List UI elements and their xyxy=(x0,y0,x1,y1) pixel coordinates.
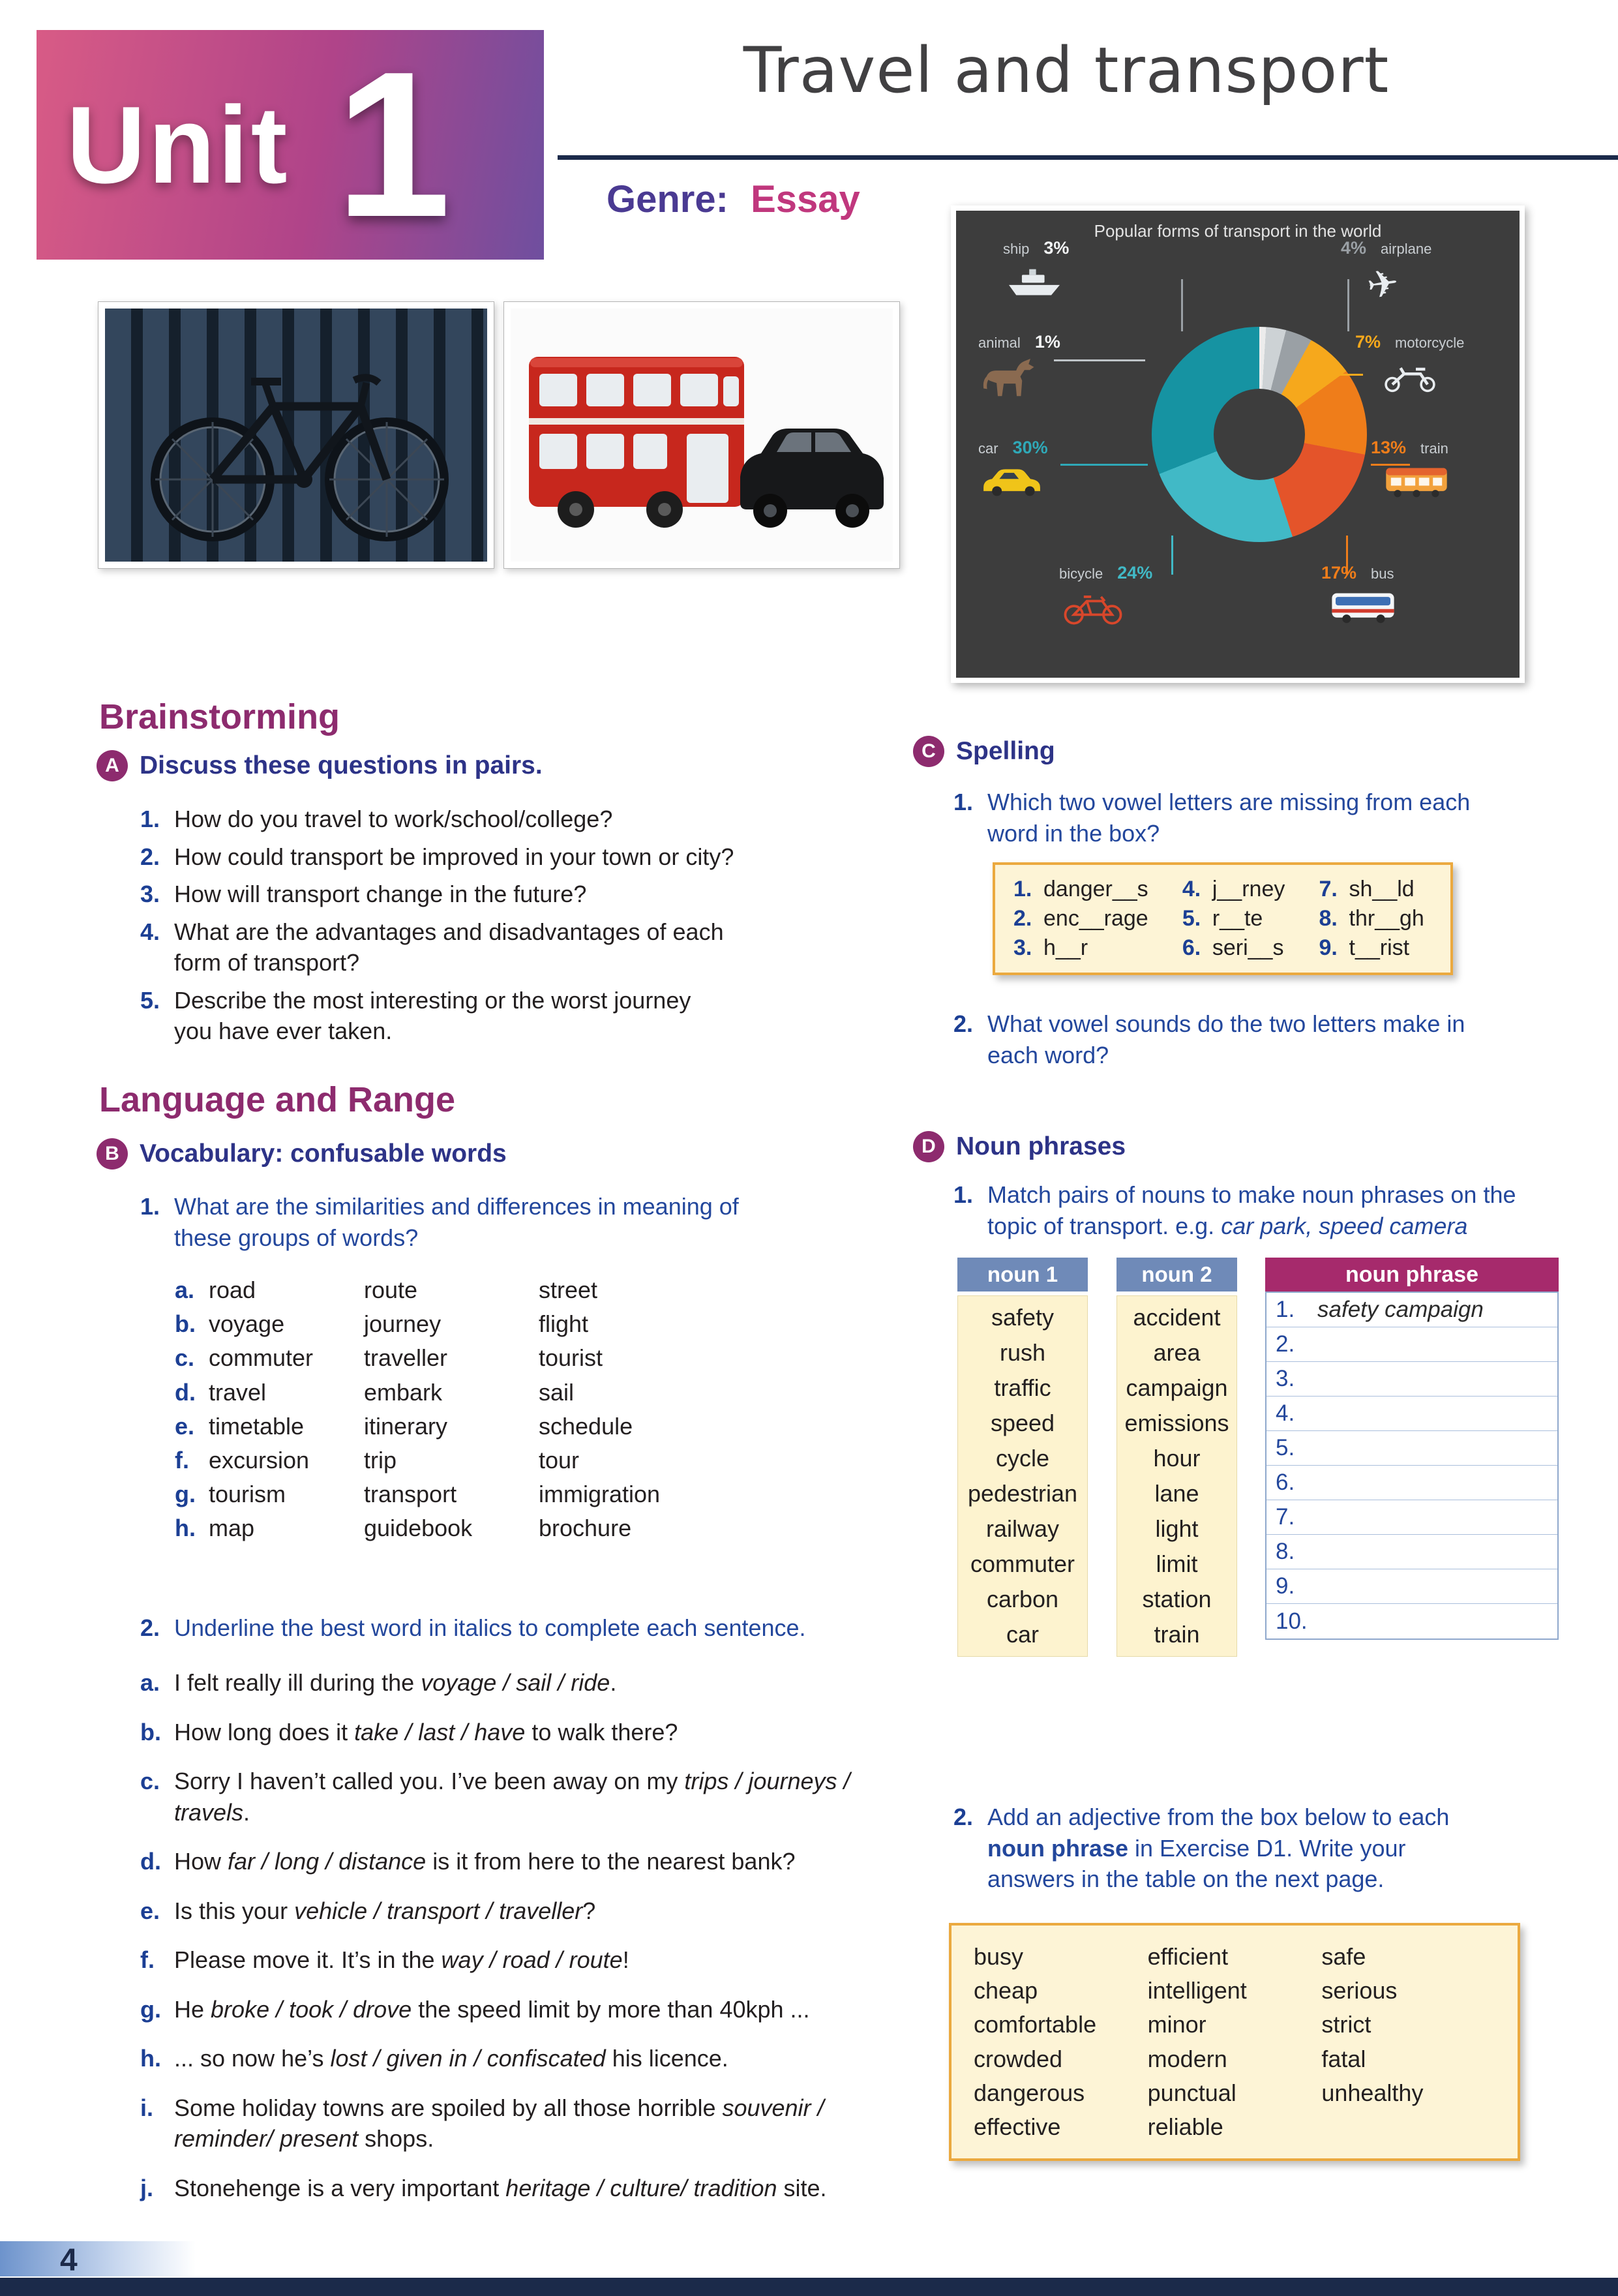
adjective: fatal xyxy=(1321,2045,1366,2072)
spelling-number: 3. xyxy=(1013,935,1032,960)
train-label: train xyxy=(1420,440,1448,457)
spelling-item xyxy=(1182,906,1293,931)
group-word: tour xyxy=(539,1446,580,1473)
spelling-number: 1. xyxy=(1013,877,1032,901)
phrase-number: 5. xyxy=(1276,1435,1295,1460)
noun2-word: campaign xyxy=(1126,1374,1228,1401)
adjective: comfortable xyxy=(974,2011,1097,2038)
group-word: map xyxy=(209,1515,255,1542)
adjective: reliable xyxy=(1147,2113,1223,2140)
spelling-item xyxy=(1182,877,1293,902)
spelling-word: seri__s xyxy=(1212,935,1284,960)
spelling-item xyxy=(1013,906,1156,931)
noun-phrase-row xyxy=(1266,1569,1557,1604)
bicycle-illustration xyxy=(105,309,487,562)
adjective: intelligent xyxy=(1147,1977,1247,2004)
legend-bus xyxy=(1321,563,1397,629)
adjective: cheap xyxy=(974,1977,1038,2004)
bus-label: bus xyxy=(1371,566,1394,582)
bicycle-label: bicycle xyxy=(1059,566,1103,582)
legend-motorcycle xyxy=(1355,332,1464,397)
sentence-item xyxy=(140,1766,910,1828)
noun1-word: railway xyxy=(985,1515,1060,1542)
motorcycle-label: motorcycle xyxy=(1395,335,1465,351)
noun-phrase-row xyxy=(1266,1604,1557,1639)
word-group-row xyxy=(175,1273,660,1307)
transport-chart-panel xyxy=(951,205,1525,683)
sentence-item xyxy=(140,2043,910,2074)
instruction-number: 1. xyxy=(953,1181,974,1208)
sentence-letter: i. xyxy=(140,2094,154,2121)
phrase-number: 8. xyxy=(1276,1539,1295,1564)
adjective: modern xyxy=(1147,2045,1227,2072)
unit-number: 1 xyxy=(335,29,451,260)
group-word: timetable xyxy=(209,1412,305,1440)
exercise-b1-instruction xyxy=(140,1191,779,1253)
noun-phrase-row xyxy=(1266,1431,1557,1466)
question-text: What are the advantages and disadvantages of each form of transport? xyxy=(174,918,724,976)
group-word: transport xyxy=(364,1481,457,1508)
noun-phrase-row xyxy=(1266,1362,1557,1397)
group-word: immigration xyxy=(539,1481,661,1508)
group-word: journey xyxy=(364,1310,442,1338)
group-letter: a. xyxy=(175,1276,195,1303)
question-number: 3. xyxy=(140,881,160,908)
car-pct: 30% xyxy=(1012,438,1048,457)
unit-label: Unit xyxy=(67,83,290,206)
group-word: tourism xyxy=(209,1481,286,1508)
word-groups xyxy=(175,1273,660,1546)
sentence-item xyxy=(140,1994,910,2025)
sentence-text: I felt really ill during the voyage / sail / ride. xyxy=(174,1669,617,1696)
sentence-text: Please move it. It’s in the way / road / route! xyxy=(174,1946,629,1974)
group-letter: b. xyxy=(175,1310,196,1338)
badge-a: A xyxy=(97,750,128,781)
car-label: car xyxy=(978,440,998,457)
sentence-text: Is this your vehicle / transport / traveller? xyxy=(174,1897,596,1924)
instruction-number: 1. xyxy=(953,789,974,815)
group-word: embark xyxy=(364,1378,443,1406)
question-item xyxy=(140,916,753,978)
group-letter: g. xyxy=(175,1481,196,1508)
adjective: serious xyxy=(1321,1977,1398,2004)
spelling-word: r__te xyxy=(1212,906,1263,931)
instruction-number: 2. xyxy=(953,1804,974,1830)
airplane-label: airplane xyxy=(1381,241,1432,257)
phrase-text: safety campaign xyxy=(1317,1297,1484,1322)
legend-animal xyxy=(978,332,1060,403)
spelling-item xyxy=(1013,935,1156,961)
group-word: commuter xyxy=(209,1344,314,1372)
exercise-c1-instruction xyxy=(953,787,1514,849)
page-number-bar xyxy=(0,2241,196,2276)
badge-b: B xyxy=(97,1138,128,1170)
noun1-word: commuter xyxy=(970,1550,1075,1577)
instruction-text: Match pairs of nouns to make noun phrases on the topic of transport. e.g. car park, speed camera xyxy=(987,1181,1516,1239)
noun1-word: traffic xyxy=(994,1374,1051,1401)
noun1-column xyxy=(957,1258,1088,1657)
legend-train xyxy=(1371,438,1450,504)
adjective-col2 xyxy=(1148,1940,1322,2144)
question-text: How could transport be improved in your town or city? xyxy=(174,843,734,870)
spelling-number: 5. xyxy=(1182,906,1201,931)
group-letter: e. xyxy=(175,1412,195,1440)
sentence-letter: a. xyxy=(140,1669,160,1696)
question-item xyxy=(140,804,753,835)
motorcycle-icon xyxy=(1377,357,1443,393)
spelling-item xyxy=(1319,935,1432,961)
noun2-column xyxy=(1116,1258,1237,1657)
bus-icon xyxy=(1329,588,1397,625)
question-text: Describe the most interesting or the worst journey you have ever taken. xyxy=(174,986,691,1045)
question-text: How will transport change in the future? xyxy=(174,881,587,908)
spelling-item xyxy=(1319,906,1432,931)
leader-line-ship xyxy=(1181,279,1183,331)
adjective: unhealthy xyxy=(1321,2079,1424,2106)
word-group-row xyxy=(175,1511,660,1545)
exercise-d-header xyxy=(913,1131,1126,1162)
airplane-icon: ✈ xyxy=(1364,261,1402,308)
group-letter: h. xyxy=(175,1515,196,1542)
word-group-row xyxy=(175,1376,660,1410)
question-number: 4. xyxy=(140,918,160,945)
spelling-number: 2. xyxy=(1013,906,1032,931)
sentence-text: Sorry I haven’t called you. I’ve been away on my trips / journeys / travels. xyxy=(174,1768,850,1826)
group-word: road xyxy=(209,1276,256,1303)
noun2-word: station xyxy=(1142,1586,1212,1612)
sentence-text: How long does it take / last / have to walk there? xyxy=(174,1718,678,1745)
animal-label: animal xyxy=(978,335,1021,351)
adjective-col1 xyxy=(974,1940,1148,2144)
noun-phrase-row xyxy=(1266,1535,1557,1569)
group-word: street xyxy=(539,1276,598,1303)
sentence-item xyxy=(140,2173,910,2204)
group-word: itinerary xyxy=(364,1412,448,1440)
word-group-row xyxy=(175,1477,660,1511)
photo-bicycle xyxy=(98,301,494,569)
question-item xyxy=(140,841,753,873)
noun-phrase-row xyxy=(1266,1466,1557,1500)
phrase-number: 3. xyxy=(1276,1366,1295,1391)
group-word: flight xyxy=(539,1310,589,1338)
instruction-number: 2. xyxy=(140,1614,160,1641)
spelling-number: 8. xyxy=(1319,906,1338,931)
phrase-number: 4. xyxy=(1276,1400,1295,1426)
noun-phrase-row xyxy=(1266,1327,1557,1362)
adjective-col3 xyxy=(1321,1940,1495,2144)
legend-bicycle xyxy=(1059,563,1152,630)
bus-taxi-illustration xyxy=(511,309,893,562)
group-word: traveller xyxy=(364,1344,448,1372)
spelling-word: t__rist xyxy=(1349,935,1410,960)
adjective: strict xyxy=(1321,2011,1371,2038)
ship-icon xyxy=(1003,264,1066,297)
sentence-letter: h. xyxy=(140,2045,161,2072)
spelling-word: enc__rage xyxy=(1043,906,1148,931)
sentence-letter: j. xyxy=(140,2174,154,2201)
sentence-item xyxy=(140,1944,910,1976)
black-taxi xyxy=(740,429,884,528)
question-item xyxy=(140,879,753,910)
exercise-b2-instruction xyxy=(140,1612,923,1644)
question-list xyxy=(140,804,753,1053)
phrase-number: 6. xyxy=(1276,1470,1295,1495)
question-text: How do you travel to work/school/college? xyxy=(174,806,613,832)
noun1-word: cycle xyxy=(995,1445,1050,1472)
exercise-b-intro: Vocabulary: confusable words xyxy=(140,1140,507,1168)
group-word: route xyxy=(364,1276,418,1303)
question-number: 2. xyxy=(140,843,160,870)
spelling-word: h__r xyxy=(1043,935,1088,960)
adjective: busy xyxy=(974,1943,1024,1970)
instruction-text: Which two vowel letters are missing from each word in the box? xyxy=(987,789,1471,847)
sentence-text: How far / long / distance is it from here to the nearest bank? xyxy=(174,1848,796,1875)
group-word: sail xyxy=(539,1378,575,1406)
adjective: safe xyxy=(1321,1943,1366,1970)
group-word: trip xyxy=(364,1446,397,1473)
brainstorming-heading: Brainstorming xyxy=(99,697,340,736)
language-heading: Language and Range xyxy=(99,1080,456,1119)
group-word: brochure xyxy=(539,1515,632,1542)
noun2-header: noun 2 xyxy=(1116,1258,1237,1292)
noun-phrase-row xyxy=(1266,1500,1557,1535)
sentence-letter: b. xyxy=(140,1718,161,1745)
ship-label: ship xyxy=(1003,241,1030,257)
group-letter: c. xyxy=(175,1344,195,1372)
animal-pct: 1% xyxy=(1034,332,1060,352)
noun-phrase-column xyxy=(1265,1258,1559,1640)
noun1-word: safety xyxy=(991,1304,1055,1331)
instruction-number: 1. xyxy=(140,1193,160,1220)
noun2-cells xyxy=(1116,1295,1237,1657)
sentence-text: Stonehenge is a very important heritage / culture/ tradition site. xyxy=(174,2174,827,2201)
adjective: crowded xyxy=(974,2045,1063,2072)
leader-line-bicycle xyxy=(1171,536,1173,575)
sentence-letter: d. xyxy=(140,1848,161,1875)
motorcycle-pct: 7% xyxy=(1355,332,1381,352)
exercise-a-header xyxy=(97,750,543,781)
bicycle-pct: 24% xyxy=(1117,563,1153,582)
genre-value: Essay xyxy=(751,178,860,220)
sentence-letter: c. xyxy=(140,1768,160,1795)
group-word: guidebook xyxy=(364,1515,473,1542)
sentence-list xyxy=(140,1667,910,2222)
noun2-word: lane xyxy=(1154,1480,1199,1507)
spelling-word: sh__ld xyxy=(1349,877,1415,901)
noun2-word: accident xyxy=(1133,1304,1221,1331)
question-number: 1. xyxy=(140,806,160,832)
exercise-d-heading: Noun phrases xyxy=(956,1132,1126,1160)
horse-icon xyxy=(978,357,1043,399)
noun2-word: area xyxy=(1153,1339,1201,1366)
noun1-word: speed xyxy=(990,1410,1055,1436)
noun1-header: noun 1 xyxy=(957,1258,1088,1292)
photo-bicycle-image xyxy=(105,309,487,562)
legend-car xyxy=(978,438,1048,504)
noun-phrase-row xyxy=(1266,1293,1557,1327)
phrase-number: 1. xyxy=(1276,1297,1295,1322)
sentence-item xyxy=(140,2092,910,2154)
word-group-row xyxy=(175,1410,660,1443)
page-title: Travel and transport xyxy=(743,34,1390,107)
question-item xyxy=(140,985,753,1047)
exercise-d2-instruction xyxy=(953,1802,1527,1895)
spelling-word: thr__gh xyxy=(1349,906,1424,931)
sentence-letter: f. xyxy=(140,1946,155,1974)
adjective-box xyxy=(949,1923,1520,2161)
title-rule xyxy=(558,155,1618,160)
adjective: effective xyxy=(974,2113,1061,2140)
ship-pct: 3% xyxy=(1043,238,1070,258)
noun1-word: car xyxy=(1006,1621,1039,1648)
sentence-text: He broke / took / drove the speed limit by more than 40kph ... xyxy=(174,1995,810,2023)
bottom-rule xyxy=(0,2278,1618,2296)
group-word: travel xyxy=(209,1378,267,1406)
genre-label: Genre: xyxy=(607,178,728,220)
noun-phrase-row xyxy=(1266,1397,1557,1431)
bicycle-icon xyxy=(1059,588,1127,626)
phrase-number: 2. xyxy=(1276,1331,1295,1357)
phrase-number: 7. xyxy=(1276,1504,1295,1530)
word-group-row xyxy=(175,1443,660,1477)
exercise-c2-instruction xyxy=(953,1008,1514,1070)
sentence-letter: g. xyxy=(140,1995,161,2023)
genre-line xyxy=(607,177,860,221)
badge-c: C xyxy=(913,736,944,767)
exercise-b-header xyxy=(97,1138,507,1170)
legend-airplane xyxy=(1341,238,1432,308)
spelling-number: 4. xyxy=(1182,877,1201,901)
group-word: schedule xyxy=(539,1412,633,1440)
instruction-text: What vowel sounds do the two letters make in each word? xyxy=(987,1010,1465,1068)
sentence-item xyxy=(140,1667,910,1699)
spelling-item xyxy=(1013,877,1156,902)
instruction-text: What are the similarities and differences in meaning of these groups of words? xyxy=(174,1193,739,1251)
page-number: 4 xyxy=(60,2243,78,2278)
exercise-a-intro: Discuss these questions in pairs. xyxy=(140,751,543,779)
phrase-number: 10. xyxy=(1276,1608,1308,1634)
sentence-letter: e. xyxy=(140,1897,160,1924)
spelling-box xyxy=(993,862,1453,975)
train-pct: 13% xyxy=(1371,438,1407,457)
adjective: punctual xyxy=(1147,2079,1236,2106)
group-word: excursion xyxy=(209,1446,310,1473)
group-word: tourist xyxy=(539,1344,603,1372)
spelling-number: 6. xyxy=(1182,935,1201,960)
sentence-text: Some holiday towns are spoiled by all those horrible souvenir / reminder/ present shops. xyxy=(174,2094,824,2152)
unit-banner xyxy=(37,30,544,260)
noun2-word: limit xyxy=(1156,1550,1198,1577)
photo-bus-taxi-image xyxy=(511,309,893,562)
noun1-word: carbon xyxy=(986,1586,1059,1612)
exercise-c-header xyxy=(913,736,1055,767)
word-group-row xyxy=(175,1307,660,1341)
noun-phrase-header: noun phrase xyxy=(1265,1258,1559,1292)
adjective: dangerous xyxy=(974,2079,1085,2106)
question-number: 5. xyxy=(140,986,160,1014)
chart-title: Popular forms of transport in the world xyxy=(1094,221,1382,241)
photo-bus-taxi xyxy=(503,301,900,569)
instruction-text: Add an adjective from the box below to each noun phrase in Exercise D1. Write your answers in the table on the next page. xyxy=(987,1804,1450,1893)
donut-chart xyxy=(1152,327,1367,542)
noun2-word: train xyxy=(1154,1621,1200,1648)
sentence-item xyxy=(140,1717,910,1748)
sentence-item xyxy=(140,1846,910,1877)
noun1-word: rush xyxy=(999,1339,1046,1366)
leader-line-animal xyxy=(1054,359,1145,361)
donut-hole xyxy=(1214,389,1305,480)
spelling-word: j__rney xyxy=(1212,877,1285,901)
train-icon xyxy=(1383,463,1450,500)
sentence-item xyxy=(140,1896,910,1927)
word-group-row xyxy=(175,1341,660,1375)
instruction-number: 2. xyxy=(953,1010,974,1037)
noun2-word: hour xyxy=(1153,1445,1201,1472)
noun1-cells xyxy=(957,1295,1088,1657)
noun2-word: emissions xyxy=(1124,1410,1229,1436)
airplane-pct: 4% xyxy=(1341,238,1367,258)
exercise-c-heading: Spelling xyxy=(956,737,1055,765)
phrase-number: 9. xyxy=(1276,1573,1295,1599)
noun1-word: pedestrian xyxy=(967,1480,1078,1507)
badge-d: D xyxy=(913,1131,944,1162)
sentence-text: ... so now he’s lost / given in / confiscated his licence. xyxy=(174,2045,728,2072)
spelling-item xyxy=(1319,877,1432,902)
noun-phrase-rows xyxy=(1265,1292,1559,1640)
instruction-text: Underline the best word in italics to complete each sentence. xyxy=(174,1614,806,1641)
noun2-word: light xyxy=(1155,1515,1199,1542)
car-icon xyxy=(978,463,1046,500)
legend-ship xyxy=(1003,238,1069,301)
spelling-item xyxy=(1182,935,1293,961)
adjective: minor xyxy=(1147,2011,1206,2038)
bus-pct: 17% xyxy=(1321,563,1357,582)
spelling-number: 9. xyxy=(1319,935,1338,960)
group-letter: d. xyxy=(175,1378,196,1406)
exercise-d1-instruction xyxy=(953,1179,1540,1241)
group-letter: f. xyxy=(175,1446,189,1473)
spelling-number: 7. xyxy=(1319,877,1338,901)
group-word: voyage xyxy=(209,1310,285,1338)
spelling-word: danger__s xyxy=(1043,877,1148,901)
leader-line-car xyxy=(1060,464,1148,466)
adjective: efficient xyxy=(1147,1943,1229,1970)
